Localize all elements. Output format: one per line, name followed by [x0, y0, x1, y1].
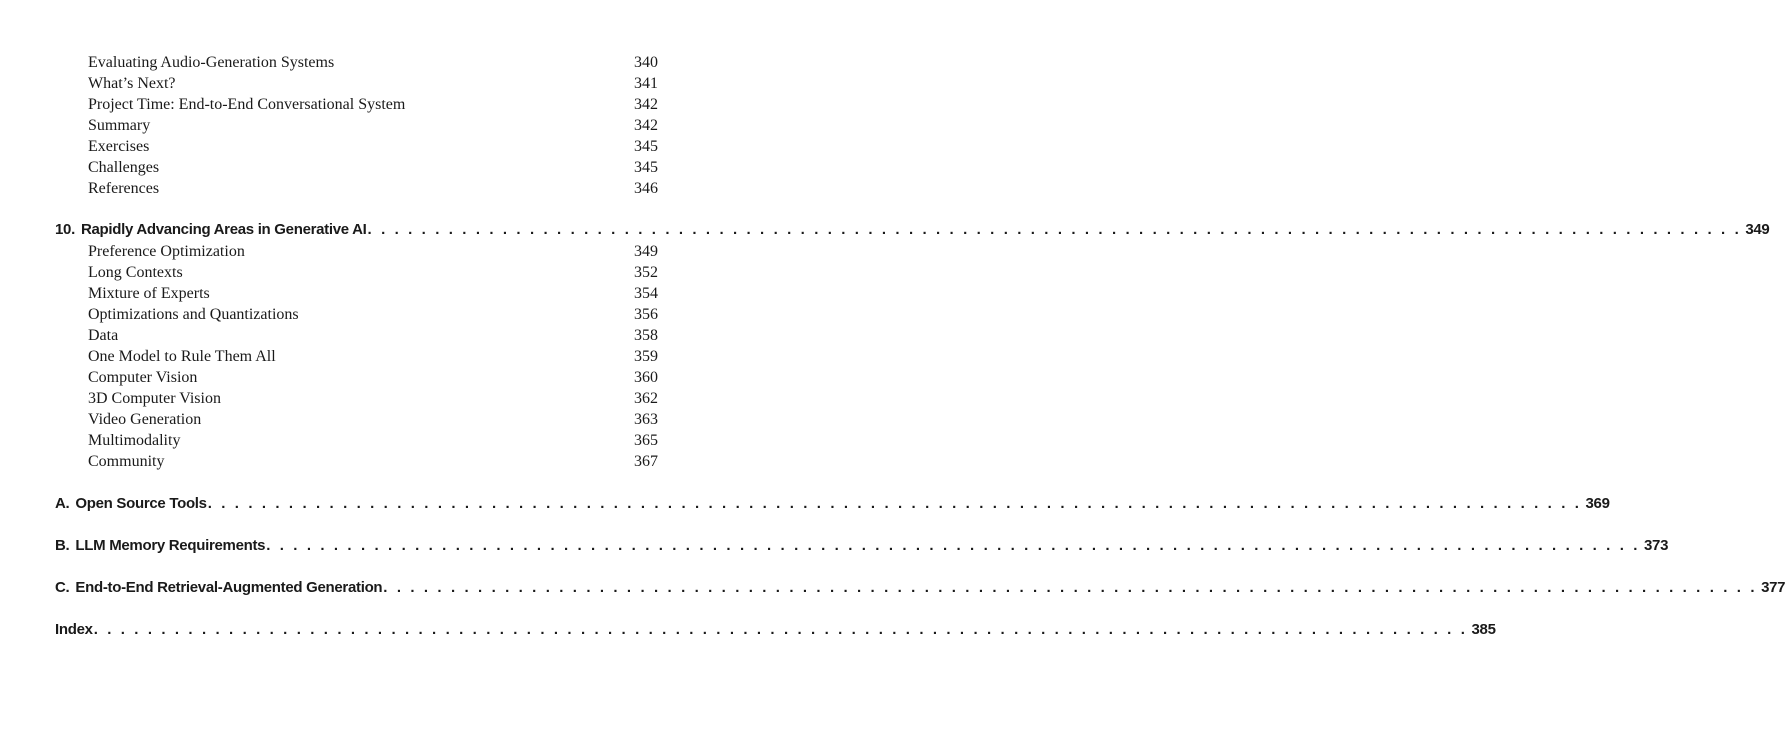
toc-entry[interactable]: [0, 241, 731, 262]
toc-entry[interactable]: [0, 52, 731, 73]
toc-entry-page: 359: [634, 348, 658, 365]
toc-entry-page: 358: [634, 327, 658, 344]
toc-appendix-c[interactable]: [55, 577, 1785, 599]
appendix-title: Open Source Tools: [75, 495, 207, 512]
toc-entry[interactable]: [0, 178, 731, 199]
toc-entry-title: Long Contexts: [88, 264, 183, 281]
toc-entry-page: 365: [634, 432, 658, 449]
toc-entry-title: Preference Optimization: [88, 243, 245, 260]
appendix-page: 373: [1644, 537, 1669, 554]
appendix-page: 377: [1761, 579, 1785, 596]
toc-entry-page: 345: [634, 138, 658, 155]
toc-entry-title: Video Generation: [88, 411, 202, 428]
chapter-number: 10.: [55, 221, 75, 238]
toc-entry-page: 352: [634, 264, 658, 281]
appendix-title: End-to-End Retrieval-Augmented Generation: [75, 579, 383, 596]
toc-entry[interactable]: [0, 430, 731, 451]
toc-entry-page: 345: [634, 159, 658, 176]
toc-entry-title: References: [88, 180, 160, 197]
appendix-letter: B.: [55, 537, 70, 554]
toc-entry[interactable]: [0, 262, 731, 283]
toc-entry-page: 342: [634, 96, 658, 113]
toc-entry-page: 363: [634, 411, 658, 428]
toc-appendix-b[interactable]: [55, 535, 1669, 557]
toc-entry[interactable]: [0, 451, 731, 472]
toc-entry-page: 367: [634, 453, 658, 470]
toc-entry-title: 3D Computer Vision: [88, 390, 221, 407]
toc-index[interactable]: [55, 619, 1496, 641]
toc-entry-page: 360: [634, 369, 658, 386]
appendix-title: LLM Memory Requirements: [75, 537, 266, 554]
appendix-letter: C.: [55, 579, 70, 596]
toc-entry-page: 346: [634, 180, 658, 197]
toc-entry[interactable]: [0, 157, 731, 178]
toc-chapter-10[interactable]: [55, 219, 1770, 241]
toc-entry-title: Exercises: [88, 138, 150, 155]
index-title: Index: [55, 621, 93, 638]
appendix-letter: A.: [55, 495, 70, 512]
toc-entry[interactable]: [0, 346, 731, 367]
toc-entry[interactable]: [0, 136, 731, 157]
toc-entry-title: Optimizations and Quantizations: [88, 306, 299, 323]
toc-entry[interactable]: [0, 325, 731, 346]
toc-entry-title: Multimodality: [88, 432, 181, 449]
dot-leader: . . . . . . . . . . . . . . . . . . . . . . . . . . . . . . . . . . . . . . . . . . . . . . . . . . . . . . . . . . . . . . . . . . . . . . . . . . . . . . . . . . . . . . . . . . . . . . . . . . . . . .: [266, 537, 1641, 554]
toc-entry-title: Community: [88, 453, 165, 470]
toc-entry[interactable]: [0, 388, 731, 409]
toc-entry-title: Data: [88, 327, 119, 344]
toc-entry[interactable]: [0, 409, 731, 430]
toc-entry-title: Mixture of Experts: [88, 285, 210, 302]
toc-entry-page: 349: [634, 243, 658, 260]
toc-entry[interactable]: [0, 367, 731, 388]
dot-leader: . . . . . . . . . . . . . . . . . . . . . . . . . . . . . . . . . . . . . . . . . . . . . . . . . . . . . . . . . . . . . . . . . . . . . . . . . . . . . . . . . . . . . . . . . . . . . . . . . . . . . .: [93, 621, 1468, 638]
toc-entry-title: What’s Next?: [88, 75, 176, 92]
toc-entry-title: Project Time: End-to-End Conversational System: [88, 96, 406, 113]
appendix-page: 369: [1585, 495, 1610, 512]
toc-entry-title: One Model to Rule Them All: [88, 348, 276, 365]
toc-entry[interactable]: [0, 94, 731, 115]
dot-leader: . . . . . . . . . . . . . . . . . . . . . . . . . . . . . . . . . . . . . . . . . . . . . . . . . . . . . . . . . . . . . . . . . . . . . . . . . . . . . . . . . . . . . . . . . . . . . . . . . . . . . .: [383, 579, 1758, 596]
toc-entry[interactable]: [0, 73, 731, 94]
toc-entry-page: 356: [634, 306, 658, 323]
toc-entry-page: 340: [634, 54, 658, 71]
toc-entry[interactable]: [0, 283, 731, 304]
toc-entry-title: Summary: [88, 117, 151, 134]
toc-entry-title: Evaluating Audio-Generation Systems: [88, 54, 335, 71]
chapter-page: 349: [1745, 221, 1770, 238]
toc-entry-page: 362: [634, 390, 658, 407]
toc-entry[interactable]: [0, 115, 731, 136]
toc-entry-page: 354: [634, 285, 658, 302]
toc-entry-page: 342: [634, 117, 658, 134]
toc-appendix-a[interactable]: [55, 493, 1610, 515]
toc-entry[interactable]: [0, 304, 731, 325]
dot-leader: . . . . . . . . . . . . . . . . . . . . . . . . . . . . . . . . . . . . . . . . . . . . . . . . . . . . . . . . . . . . . . . . . . . . . . . . . . . . . . . . . . . . . . . . . . . . . . . . . . . . . .: [207, 495, 1582, 512]
index-page: 385: [1471, 621, 1496, 638]
chapter-title: Rapidly Advancing Areas in Generative AI: [80, 221, 367, 238]
toc-entry-page: 341: [634, 75, 658, 92]
toc-entry-title: Challenges: [88, 159, 160, 176]
dot-leader: . . . . . . . . . . . . . . . . . . . . . . . . . . . . . . . . . . . . . . . . . . . . . . . . . . . . . . . . . . . . . . . . . . . . . . . . . . . . . . . . . . . . . . . . . . . . . . . . . . . . . .: [367, 221, 1742, 238]
toc-entry-title: Computer Vision: [88, 369, 198, 386]
